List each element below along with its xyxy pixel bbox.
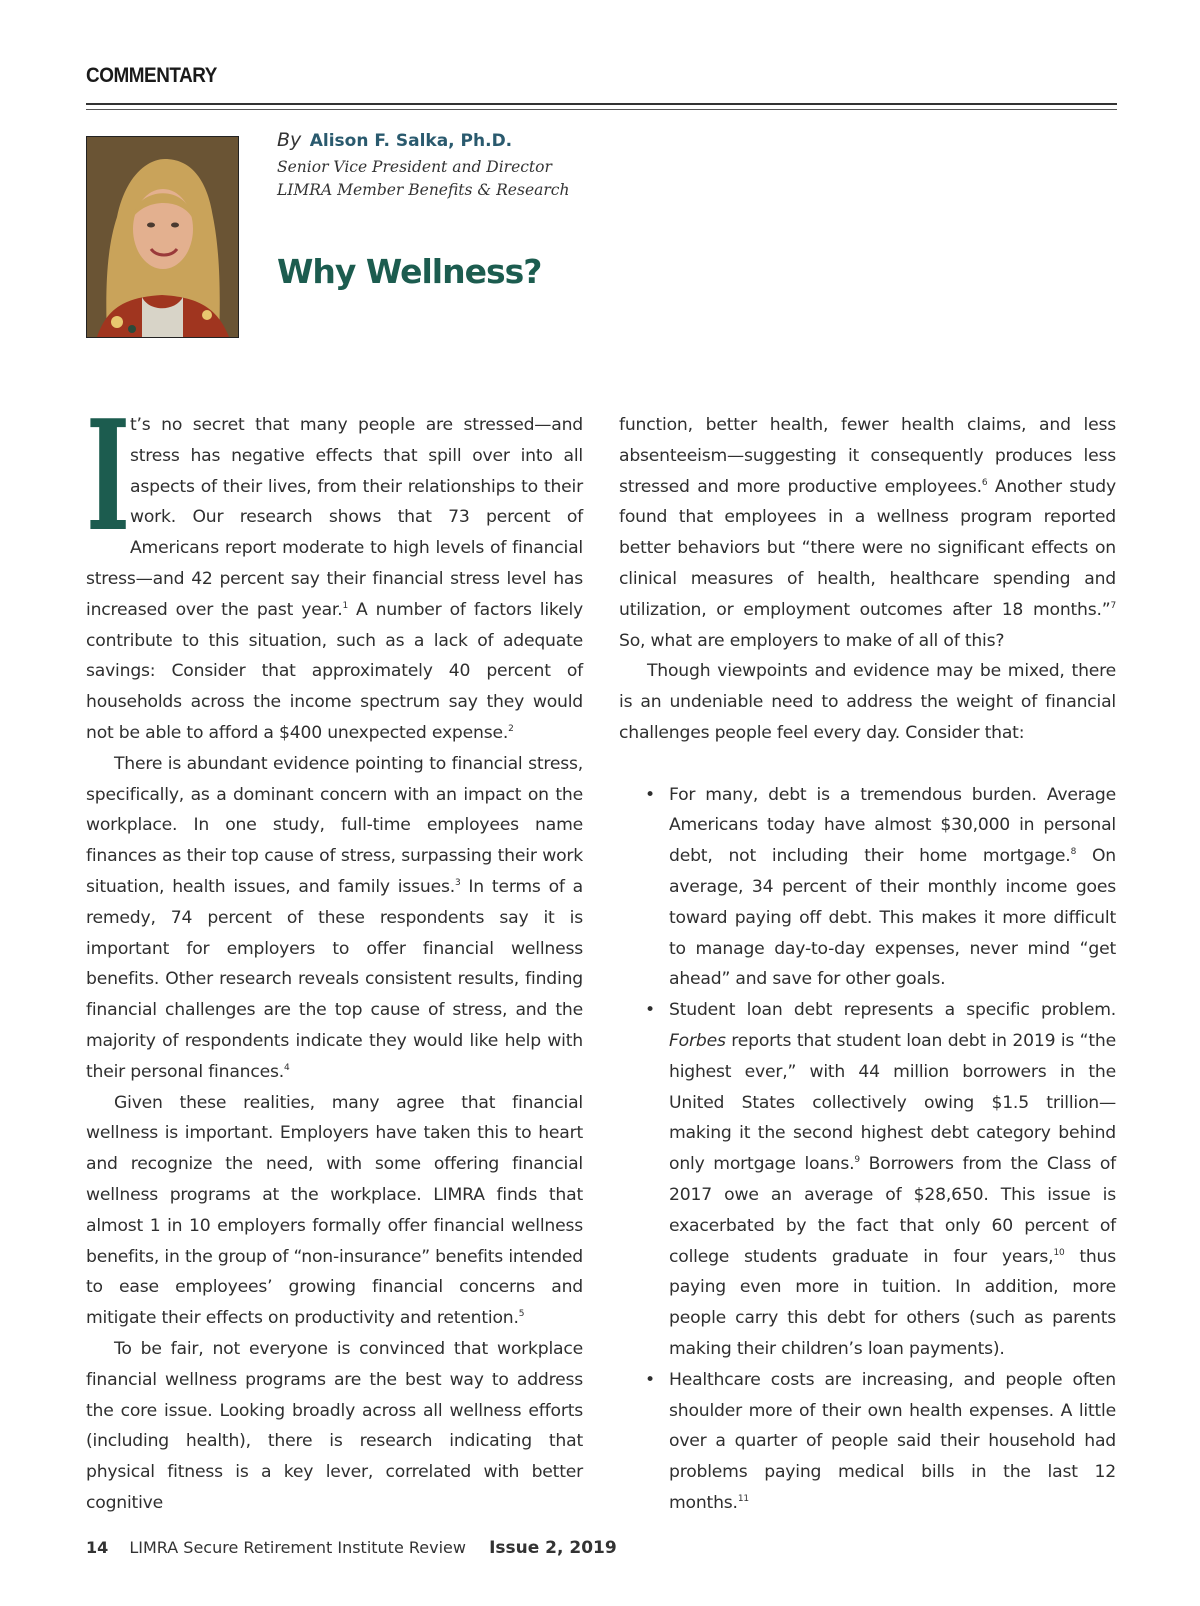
header-rule bbox=[86, 103, 1117, 105]
header-rule-thin bbox=[86, 109, 1117, 110]
footnote-ref: 11 bbox=[737, 1493, 749, 1504]
footnote-ref: 4 bbox=[283, 1062, 290, 1073]
article-title: Why Wellness? bbox=[277, 252, 542, 291]
paragraph: Though viewpoints and evidence may be mixed, there is an undeniable need to address the weight of financial challenges people feel every day. Consider that: bbox=[619, 661, 1116, 743]
paragraph: To be fair, not everyone is convinced that workplace financial wellness programs are the best way to address the core issue. Looking broadly across all wellness efforts (including health), there is research indicating that physical fitness is a key lever, correlated with better cognitive bbox=[86, 1338, 583, 1513]
issue-label: Issue 2, 2019 bbox=[489, 1538, 617, 1558]
page-footer bbox=[86, 1538, 617, 1558]
drop-cap: I bbox=[86, 386, 130, 565]
byline-prefix: By bbox=[277, 129, 302, 151]
footnote-ref: 1 bbox=[342, 600, 348, 611]
footnote-ref: 5 bbox=[518, 1309, 525, 1320]
article-column-right bbox=[619, 410, 1116, 1519]
page-number: 14 bbox=[86, 1538, 109, 1557]
footnote-ref: 8 bbox=[1070, 847, 1077, 858]
byline bbox=[277, 126, 569, 202]
footnote-ref: 9 bbox=[854, 1155, 860, 1166]
footnote-ref: 7 bbox=[1110, 600, 1116, 611]
author-name: Alison F. Salka, Ph.D. bbox=[309, 131, 513, 151]
article-column-left bbox=[86, 386, 584, 1519]
paragraph: There is abundant evidence pointing to financial stress, specifically, as a dominant concern with an impact on the workplace. In one study, full-time employees name finances as their top cause of stress, surpassing their work situation, health issues, and family issues.$^3$ In terms of a remedy, 74 percent of these respondents say it is important for employers to offer financial wellness benefits. Other research reveals consistent results, finding financial challenges are the top cause of stress, and the majority of respondents indicate they would like help with their personal finances.$^4$ bbox=[86, 753, 584, 1082]
author-role: Senior Vice President and Director bbox=[277, 158, 552, 176]
paragraph: function, better health, fewer health claims, and less absenteeism—suggesting it consequently produces less stressed and more productive employees.$^6$ Another study found that employees in a wellness program reported better behaviors but “there were no significant effects on clinical measures of health, healthcare spending and utilization, or employment outcomes after 18 months.”$^7$ So, what are employers to make of all of this? bbox=[619, 415, 1116, 651]
publication-name: Forbes bbox=[669, 1030, 726, 1051]
paragraph: Given these realities, many agree that financial wellness is important. Employers have taken this to heart and recognize the need, with some offering financial wellness programs at the workplace. LIMRA finds that almost 1 in 10 employers formally offer financial wellness benefits, in the group of “non-insurance” benefits intended to ease employees’ growing financial concerns and mitigate their effects on productivity and retention.$^5$ bbox=[86, 1092, 583, 1329]
paragraph: It’s no secret that many people are stressed—and stress has negative effects that spill over into all aspects of their lives, from their relationships to their work. Our research shows that 73 percent of Americans report moderate to high levels of financial stress—and 42 percent say their financial stress level has increased over the past year.$^1$ A number of factors likely contribute to this situation, such as a lack of adequate savings: Consider that approximately 40 percent of households across the income spectrum say they would not be able to afford a $400 unexpected expense.$^2$ bbox=[86, 386, 583, 743]
footnote-ref: 6 bbox=[981, 477, 988, 488]
bullet-item: • Healthcare costs are increasing, and people often shoulder more of their own health expenses. A little over a quarter of people said their household had problems paying medical bills in the last 12 months.$^{11}$ bbox=[619, 1365, 1116, 1519]
publication-title: LIMRA Secure Retirement Institute Review bbox=[129, 1538, 466, 1557]
author-portrait-illustration bbox=[87, 137, 238, 337]
bullet-item: • Student loan debt represents a specific problem. Forbes reports that student loan debt in 2019 is “the highest ever,” with 44 million borrowers in the United States collectively owing $1.5 trillion—making it the second highest debt category behind only mortgage loans.$^9$ Borrowers from the Class of 2017 owe an average of $28,650. This issue is exacerbated by the fact that only 60 percent of college students graduate in four years,$^{10}$ thus paying even more in tuition. In addition, more people carry this debt for others (such as parents making their children’s loan payments). bbox=[619, 995, 1116, 1365]
bullet-list bbox=[619, 780, 1116, 1519]
footnote-ref: 2 bbox=[508, 723, 514, 734]
footnote-ref: 3 bbox=[454, 877, 461, 888]
footnote-ref: 10 bbox=[1053, 1247, 1065, 1258]
bullet-item: • For many, debt is a tremendous burden. Average Americans today have almost $30,000 in personal debt, not including their home mortgage.$^8$ On average, 34 percent of their monthly income goes toward paying off debt. This makes it more difficult to manage day-to-day expenses, never mind “get ahead” and save for other goals. bbox=[619, 780, 1116, 996]
section-label: COMMENTARY bbox=[86, 64, 217, 87]
author-organization: LIMRA Member Benefits & Research bbox=[277, 181, 570, 199]
author-photo bbox=[86, 136, 239, 338]
